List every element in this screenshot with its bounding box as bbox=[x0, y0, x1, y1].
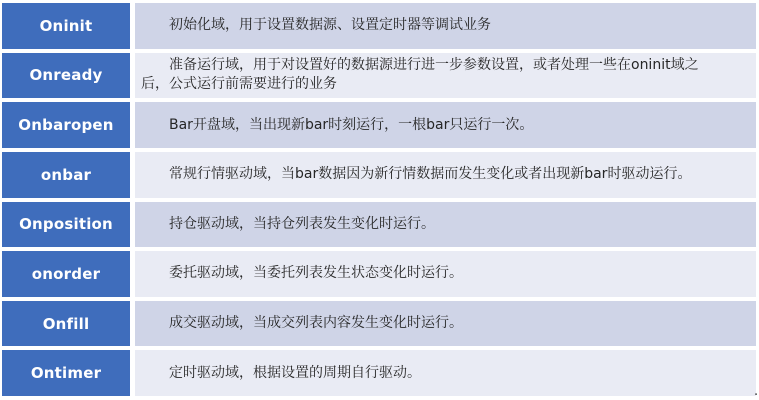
event-description: 成交驱动域，当成交列表内容发生变化时运行。 bbox=[169, 315, 463, 332]
table-row bbox=[2, 251, 756, 297]
event-label-oninit: Oninit bbox=[2, 3, 130, 49]
table-row bbox=[2, 350, 756, 396]
event-description: 准备运行域，用于对设置好的数据源进行进一步参数设置，或者处理一些在oninit域之后，公式运行前需要进行的业务 bbox=[141, 57, 699, 93]
event-label-onorder: onorder bbox=[2, 251, 130, 297]
event-description: 初始化域，用于设置数据源、设置定时器等调试业务 bbox=[169, 17, 491, 34]
table-row bbox=[2, 152, 756, 198]
table-row bbox=[2, 301, 756, 347]
event-description: Bar开盘域，当出现新bar时刻运行，一根bar只运行一次。 bbox=[169, 116, 534, 133]
event-description-cell bbox=[135, 202, 756, 248]
event-description: 委托驱动域，当委托列表发生状态变化时运行。 bbox=[169, 265, 463, 282]
event-label-onfill: Onfill bbox=[2, 301, 130, 347]
stray-period-mark: . bbox=[754, 384, 759, 399]
event-description-cell bbox=[135, 3, 756, 49]
event-description: 定时驱动域，根据设置的周期自行驱动。 bbox=[169, 364, 421, 381]
table-row bbox=[2, 202, 756, 248]
event-label-onposition: Onposition bbox=[2, 202, 130, 248]
event-description-cell bbox=[135, 301, 756, 347]
event-description-cell bbox=[135, 102, 756, 148]
event-label-ontimer: Ontimer bbox=[2, 350, 130, 396]
event-label-onbar: onbar bbox=[2, 152, 130, 198]
table-row bbox=[2, 3, 756, 49]
event-description: 常规行情驱动域，当bar数据因为新行情数据而发生变化或者出现新bar时驱动运行。 bbox=[169, 166, 692, 183]
event-description-cell bbox=[135, 53, 756, 99]
table-row bbox=[2, 102, 756, 148]
event-description-cell bbox=[135, 350, 756, 396]
event-description-cell bbox=[135, 152, 756, 198]
event-label-onbaropen: Onbaropen bbox=[2, 102, 130, 148]
event-description: 持仓驱动域，当持仓列表发生变化时运行。 bbox=[169, 215, 435, 232]
event-label-onready: Onready bbox=[2, 53, 130, 99]
event-description-cell bbox=[135, 251, 756, 297]
table-row bbox=[2, 53, 756, 99]
